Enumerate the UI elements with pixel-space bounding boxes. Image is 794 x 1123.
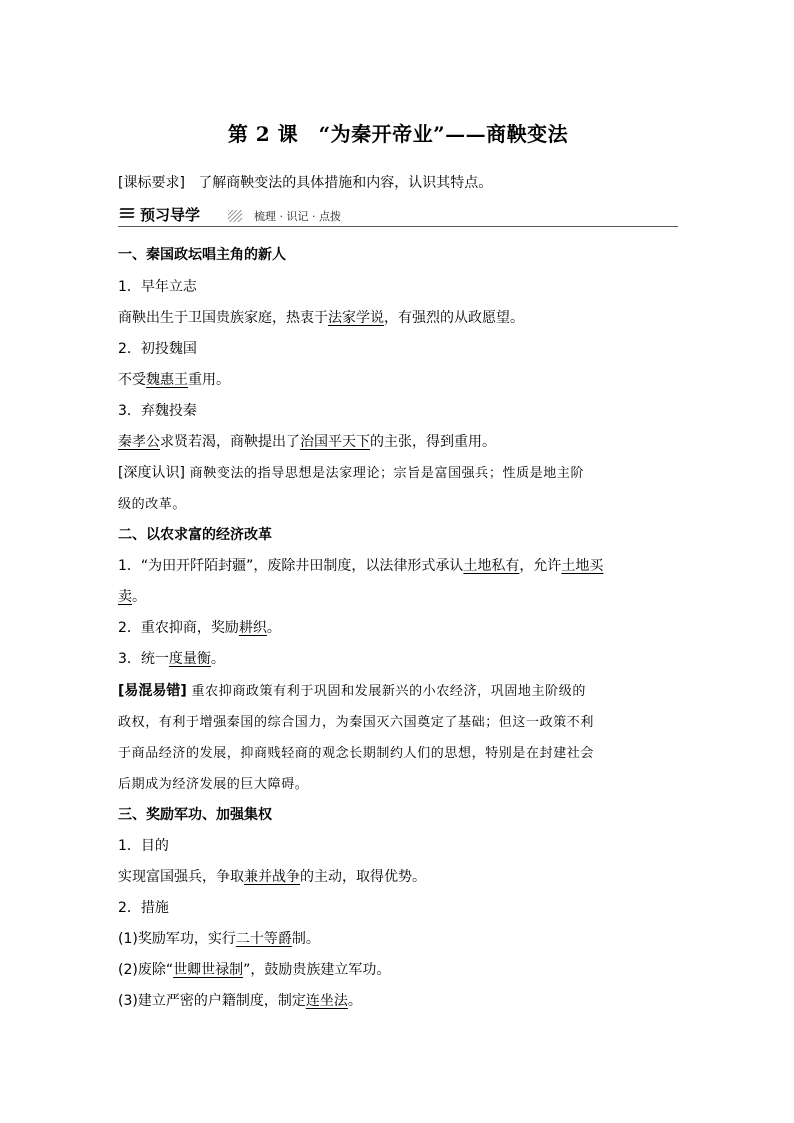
key-term: 法家学说	[328, 310, 384, 326]
section-heading-3: 三、奖励军功、加强集权	[118, 807, 272, 823]
banner-divider	[118, 226, 678, 227]
key-term: 度量衡	[168, 651, 211, 667]
key-term: 秦孝公	[118, 434, 160, 450]
key-term: 连坐法	[305, 993, 348, 1009]
note-common-mistakes: [易混易错] 重农抑商政策有利于巩固和发展新兴的小农经济，巩固地主阶级的	[118, 683, 586, 699]
note-tag: [深度认识]	[118, 465, 185, 481]
note-line: 于商品经济的发展，抑商贱轻商的观念长期制约人们的思想，特别是在封建社会	[118, 746, 595, 761]
section-heading-2: 二、以农求富的经济改革	[118, 527, 272, 543]
paragraph: 秦孝公求贤若渴，商鞅提出了治国平天下的主张，得到重用。	[118, 434, 496, 450]
key-term: 土地买	[561, 558, 604, 574]
measure-item: (3)建立严密的户籍制度，制定连坐法。	[118, 993, 362, 1009]
curriculum-requirement	[118, 172, 678, 192]
item-heading: 2．措施	[118, 900, 169, 916]
note-line: 后期成为经济发展的巨大障碍。	[118, 777, 309, 792]
note-tag: [易混易错]	[118, 683, 187, 699]
banner-label: 预习导学	[140, 206, 201, 224]
list-item: 3．统一度量衡。	[118, 651, 225, 667]
item-heading: 2．初投魏国	[118, 341, 197, 357]
measure-item: (2)废除“世卿世禄制”，鼓励贵族建立军功。	[118, 962, 391, 978]
note-deep-understanding: [深度认识] 商鞅变法的指导思想是法家理论；宗旨是富国强兵；性质是地主阶	[118, 465, 585, 481]
note-line: 政权，有利于增强秦国的综合国力，为秦国灭六国奠定了基础；但这一政策不利	[118, 715, 595, 730]
key-term: 卖	[118, 589, 132, 605]
item-heading: 1．目的	[118, 838, 169, 854]
key-term: 二十等爵	[235, 931, 292, 947]
paragraph: 实现富国强兵，争取兼并战争的主动，取得优势。	[118, 869, 426, 885]
item-heading: 1．早年立志	[118, 279, 197, 295]
key-term: 治国平天下	[300, 434, 370, 450]
item-heading: 3．弃魏投秦	[118, 403, 197, 419]
section-banner	[118, 203, 678, 227]
requirement-tag: [课标要求]	[118, 175, 185, 191]
list-item: 1．“为田开阡陌封疆”，废除井田制度，以法律形式承认土地私有，允许土地买	[118, 558, 604, 574]
banner-hatch-icon	[228, 210, 242, 222]
key-term: 耕织	[238, 620, 267, 636]
list-item: 2．重农抑商，奖励耕织。	[118, 620, 281, 636]
requirement-text: 了解商鞅变法的具体措施和内容，认识其特点。	[198, 175, 493, 191]
key-term: 魏惠王	[146, 372, 188, 388]
list-item-continued: 卖。	[118, 589, 146, 605]
key-term: 兼并战争	[244, 869, 300, 885]
paragraph: 不受魏惠王重用。	[118, 372, 230, 388]
banner-subtitle: 梳理 · 识记 · 点拨	[254, 210, 341, 223]
key-term: 土地私有	[463, 558, 520, 574]
banner-stripes-icon	[120, 208, 134, 222]
note-line: 级的改革。	[118, 497, 187, 512]
section-heading-1: 一、秦国政坛唱主角的新人	[118, 247, 286, 263]
key-term: 世卿世禄制	[173, 962, 244, 978]
paragraph: 商鞅出生于卫国贵族家庭，热衷于法家学说，有强烈的从政愿望。	[118, 310, 524, 326]
lesson-title: 第 2 课 “为秦开帝业”——商鞅变法	[227, 122, 569, 146]
measure-item: (1)奖励军功，实行二十等爵制。	[118, 931, 320, 947]
